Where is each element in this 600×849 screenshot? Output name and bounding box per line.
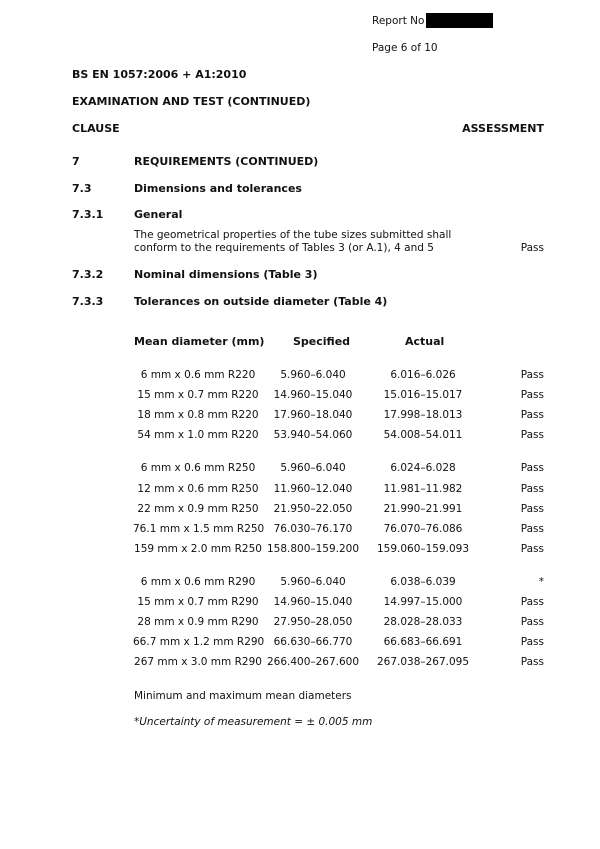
clause-title: REQUIREMENTS (CONTINUED) — [134, 155, 319, 168]
assessment-column-header: ASSESSMENT — [462, 122, 544, 135]
table-row — [0, 503, 600, 517]
specified-cell: 17.960–18.040 — [273, 409, 353, 421]
mean-diameter-cell: 18 mm x 0.8 mm R220 — [137, 409, 259, 421]
table-row — [0, 389, 600, 403]
table-row — [0, 462, 600, 476]
clause-title: Tolerances on outside diameter (Table 4) — [134, 295, 388, 308]
table-row — [0, 369, 600, 383]
result-cell: Pass — [520, 636, 544, 648]
result-cell: Pass — [520, 389, 544, 401]
table-header-mean: Mean diameter (mm) — [134, 335, 265, 348]
mean-diameter-cell: 159 mm x 2.0 mm R250 — [134, 543, 262, 555]
actual-cell: 21.990–21.991 — [383, 503, 463, 515]
table-row — [0, 636, 600, 650]
actual-cell: 66.683–66.691 — [383, 636, 463, 648]
specified-cell: 76.030–76.170 — [273, 523, 353, 535]
mean-diameter-cell: 54 mm x 1.0 mm R220 — [137, 429, 259, 441]
actual-cell: 14.997–15.000 — [383, 596, 463, 608]
mean-diameter-cell: 6 mm x 0.6 mm R250 — [140, 462, 256, 474]
actual-cell: 267.038–267.095 — [376, 656, 470, 668]
mean-diameter-cell: 6 mm x 0.6 mm R220 — [140, 369, 256, 381]
clause-result: Pass — [520, 242, 544, 254]
mean-diameter-cell: 28 mm x 0.9 mm R290 — [137, 616, 259, 628]
section-title: EXAMINATION AND TEST (CONTINUED) — [72, 95, 311, 108]
actual-cell: 6.024–6.028 — [390, 462, 456, 474]
table-note: Minimum and maximum mean diameters — [134, 690, 352, 702]
actual-cell: 11.981–11.982 — [383, 483, 463, 495]
clause-title: Nominal dimensions (Table 3) — [134, 268, 318, 281]
clause-number: 7.3.3 — [72, 295, 104, 308]
actual-cell: 6.016–6.026 — [390, 369, 456, 381]
table-row — [0, 543, 600, 557]
clause-text: The geometrical properties of the tube sizes submitted shall — [134, 229, 452, 241]
clause-text: conform to the requirements of Tables 3 (or A.1), 4 and 5 — [134, 242, 434, 254]
table-row — [0, 576, 600, 590]
specified-cell: 5.960–6.040 — [280, 462, 346, 474]
mean-diameter-cell: 76.1 mm x 1.5 mm R250 — [133, 523, 265, 535]
mean-diameter-cell: 6 mm x 0.6 mm R290 — [140, 576, 256, 588]
report-number-label: Report No — [372, 15, 425, 27]
table-row — [0, 523, 600, 537]
mean-diameter-cell: 12 mm x 0.6 mm R250 — [137, 483, 259, 495]
specified-cell: 5.960–6.040 — [280, 576, 346, 588]
table-row — [0, 409, 600, 423]
table-row — [0, 429, 600, 443]
clause-column-header: CLAUSE — [72, 122, 120, 135]
result-cell: * — [538, 576, 544, 588]
specified-cell: 14.960–15.040 — [273, 596, 353, 608]
clause-number: 7.3 — [72, 182, 92, 195]
result-cell: Pass — [520, 483, 544, 495]
result-cell: Pass — [520, 596, 544, 608]
standard-title: BS EN 1057:2006 + A1:2010 — [72, 68, 247, 81]
result-cell: Pass — [520, 429, 544, 441]
specified-cell: 5.960–6.040 — [280, 369, 346, 381]
result-cell: Pass — [520, 616, 544, 628]
result-cell: Pass — [520, 369, 544, 381]
redacted-report-number — [426, 13, 493, 28]
specified-cell: 21.950–22.050 — [273, 503, 353, 515]
specified-cell: 158.800–159.200 — [266, 543, 360, 555]
table-header-specified: Specified — [293, 335, 351, 348]
actual-cell: 15.016–15.017 — [383, 389, 463, 401]
actual-cell: 17.998–18.013 — [383, 409, 463, 421]
result-cell: Pass — [520, 656, 544, 668]
result-cell: Pass — [520, 503, 544, 515]
mean-diameter-cell: 15 mm x 0.7 mm R290 — [137, 596, 259, 608]
actual-cell: 159.060–159.093 — [376, 543, 470, 555]
actual-cell: 28.028–28.033 — [383, 616, 463, 628]
actual-cell: 54.008–54.011 — [383, 429, 463, 441]
table-row — [0, 656, 600, 670]
specified-cell: 27.950–28.050 — [273, 616, 353, 628]
page-number: Page 6 of 10 — [372, 42, 438, 54]
clause-number: 7.3.1 — [72, 208, 104, 221]
specified-cell: 53.940–54.060 — [273, 429, 353, 441]
mean-diameter-cell: 15 mm x 0.7 mm R220 — [137, 389, 259, 401]
clause-title: General — [134, 208, 183, 221]
specified-cell: 14.960–15.040 — [273, 389, 353, 401]
uncertainty-note: *Uncertainty of measurement = ± 0.005 mm — [134, 716, 373, 728]
table-row — [0, 483, 600, 497]
mean-diameter-cell: 22 mm x 0.9 mm R250 — [137, 503, 259, 515]
specified-cell: 11.960–12.040 — [273, 483, 353, 495]
clause-number: 7.3.2 — [72, 268, 104, 281]
result-cell: Pass — [520, 543, 544, 555]
result-cell: Pass — [520, 462, 544, 474]
result-cell: Pass — [520, 409, 544, 421]
specified-cell: 66.630–66.770 — [273, 636, 353, 648]
clause-title: Dimensions and tolerances — [134, 182, 302, 195]
clause-number: 7 — [72, 155, 80, 168]
actual-cell: 6.038–6.039 — [390, 576, 456, 588]
result-cell: Pass — [520, 523, 544, 535]
mean-diameter-cell: 66.7 mm x 1.2 mm R290 — [133, 636, 265, 648]
specified-cell: 266.400–267.600 — [266, 656, 360, 668]
actual-cell: 76.070–76.086 — [383, 523, 463, 535]
table-row — [0, 616, 600, 630]
mean-diameter-cell: 267 mm x 3.0 mm R290 — [134, 656, 262, 668]
table-header-actual: Actual — [405, 335, 445, 348]
table-row — [0, 596, 600, 610]
